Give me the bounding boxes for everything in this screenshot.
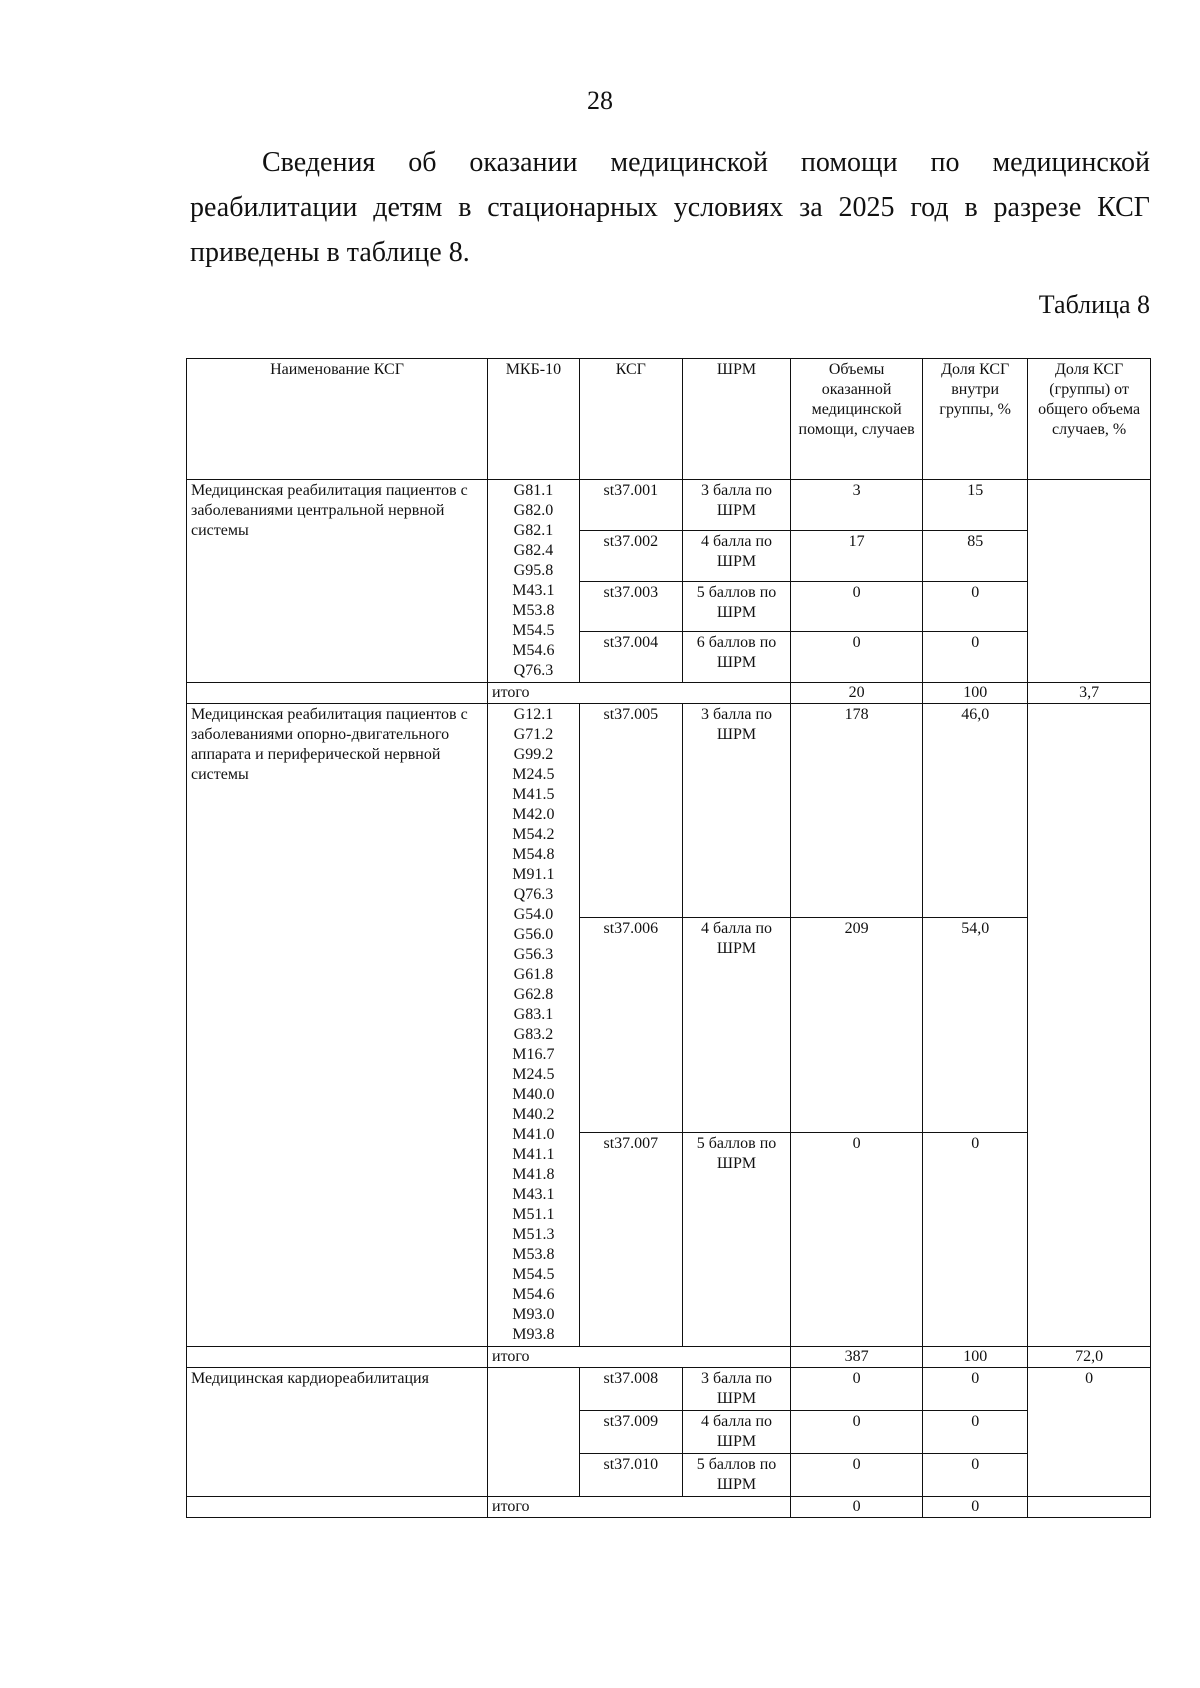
intro-line-1: Сведения об оказании медицинской помощи по медицинской bbox=[262, 147, 1150, 178]
mkb-code: Q76.3 bbox=[513, 662, 554, 679]
share-in-group-value: 0 bbox=[923, 581, 1028, 632]
mkb-code: M53.8 bbox=[512, 1246, 555, 1263]
volume-value: 0 bbox=[791, 1132, 923, 1346]
page-number: 28 bbox=[587, 86, 613, 115]
header-shrm: ШРМ bbox=[682, 359, 790, 480]
total-share: 100 bbox=[923, 683, 1028, 704]
mkb-code: M93.0 bbox=[512, 1306, 555, 1323]
shrm-score: 5 баллов по ШРМ bbox=[682, 1454, 790, 1497]
shrm-score: 4 балла по ШРМ bbox=[682, 530, 790, 581]
volume-value: 0 bbox=[791, 1454, 923, 1497]
share-in-group-value: 46,0 bbox=[923, 704, 1028, 918]
intro-rest: реабилитации детям в стационарных условиях за 2025 год в разрезе КСГ приведены в таблице 8. bbox=[190, 192, 1150, 268]
table-header-row bbox=[187, 359, 1151, 480]
mkb-code: M43.1 bbox=[512, 582, 555, 599]
shrm-score: 4 балла по ШРМ bbox=[682, 1411, 790, 1454]
mkb-code: Q76.3 bbox=[513, 886, 554, 903]
ksg-code: st37.003 bbox=[579, 581, 682, 632]
header-ksg: КСГ bbox=[579, 359, 682, 480]
intro-paragraph bbox=[190, 140, 1150, 275]
total-label: итого bbox=[488, 1347, 791, 1368]
mkb-code: G61.8 bbox=[513, 966, 554, 983]
shrm-score: 6 баллов по ШРМ bbox=[682, 632, 790, 683]
header-name: Наименование КСГ bbox=[187, 359, 488, 480]
mkb-code: G83.1 bbox=[513, 1006, 554, 1023]
group-codes bbox=[488, 704, 580, 1347]
group-name: Медицинская кардиореабилитация bbox=[187, 1368, 488, 1497]
share-in-group-value: 15 bbox=[923, 480, 1028, 531]
shrm-score: 3 балла по ШРМ bbox=[682, 480, 790, 531]
total-share: 0 bbox=[923, 1497, 1028, 1518]
mkb-code: M42.0 bbox=[512, 806, 555, 823]
table-row bbox=[187, 1368, 1151, 1411]
mkb-code: G83.2 bbox=[513, 1026, 554, 1043]
shrm-score: 4 балла по ШРМ bbox=[682, 918, 790, 1132]
header-share-total: Доля КСГ (группы) от общего объема случаев, % bbox=[1028, 359, 1151, 480]
volume-value: 178 bbox=[791, 704, 923, 918]
share-in-group-value: 0 bbox=[923, 632, 1028, 683]
mkb-code: G82.4 bbox=[513, 542, 554, 559]
mkb-code: M41.5 bbox=[512, 786, 555, 803]
volume-value: 0 bbox=[791, 632, 923, 683]
total-volume: 0 bbox=[791, 1497, 923, 1518]
mkb-code: M53.8 bbox=[512, 602, 555, 619]
mkb-code: G56.0 bbox=[513, 926, 554, 943]
total-share-total: 3,7 bbox=[1028, 683, 1151, 704]
table-body bbox=[187, 480, 1151, 1518]
total-row bbox=[187, 683, 1151, 704]
share-in-group-value: 0 bbox=[923, 1132, 1028, 1346]
mkb-code: G82.1 bbox=[513, 522, 554, 539]
table-row bbox=[187, 480, 1151, 531]
total-share-total: 72,0 bbox=[1028, 1347, 1151, 1368]
total-row bbox=[187, 1497, 1151, 1518]
mkb-code: M91.1 bbox=[512, 866, 555, 883]
mkb-code: G82.0 bbox=[513, 502, 554, 519]
header-mkb: МКБ-10 bbox=[488, 359, 580, 480]
volume-value: 0 bbox=[791, 1368, 923, 1411]
share-in-group-value: 0 bbox=[923, 1411, 1028, 1454]
share-in-group-value: 0 bbox=[923, 1454, 1028, 1497]
mkb-code: G99.2 bbox=[513, 746, 554, 763]
total-row bbox=[187, 1347, 1151, 1368]
shrm-score: 5 баллов по ШРМ bbox=[682, 1132, 790, 1346]
ksg-code: st37.001 bbox=[579, 480, 682, 531]
mkb-code: M24.5 bbox=[512, 766, 555, 783]
mkb-code: M41.8 bbox=[512, 1166, 555, 1183]
ksg-code: st37.010 bbox=[579, 1454, 682, 1497]
mkb-code: M54.8 bbox=[512, 846, 555, 863]
total-volume: 20 bbox=[791, 683, 923, 704]
total-blank bbox=[187, 683, 488, 704]
mkb-code: G56.3 bbox=[513, 946, 554, 963]
ksg-code: st37.006 bbox=[579, 918, 682, 1132]
total-volume: 387 bbox=[791, 1347, 923, 1368]
share-in-group-value: 0 bbox=[923, 1368, 1028, 1411]
group-name: Медицинская реабилитация пациентов с заболеваниями центральной нервной системы bbox=[187, 480, 488, 683]
ksg-code: st37.005 bbox=[579, 704, 682, 918]
mkb-code: G12.1 bbox=[513, 706, 554, 723]
group-codes bbox=[488, 480, 580, 683]
total-blank bbox=[187, 1497, 488, 1518]
ksg-code: st37.009 bbox=[579, 1411, 682, 1454]
mkb-code: M54.6 bbox=[512, 642, 555, 659]
mkb-code: M41.0 bbox=[512, 1126, 555, 1143]
shrm-score: 5 баллов по ШРМ bbox=[682, 581, 790, 632]
mkb-code: G62.8 bbox=[513, 986, 554, 1003]
total-share: 100 bbox=[923, 1347, 1028, 1368]
total-label: итого bbox=[488, 683, 791, 704]
volume-value: 3 bbox=[791, 480, 923, 531]
shrm-score: 3 балла по ШРМ bbox=[682, 1368, 790, 1411]
mkb-code: M40.2 bbox=[512, 1106, 555, 1123]
mkb-code: M93.8 bbox=[512, 1326, 555, 1343]
mkb-code: G81.1 bbox=[513, 482, 554, 499]
mkb-code: M24.5 bbox=[512, 1066, 555, 1083]
table-row bbox=[187, 704, 1151, 918]
share-total-cell bbox=[1028, 480, 1151, 683]
group-codes bbox=[488, 1368, 580, 1497]
table-caption: Таблица 8 bbox=[1038, 290, 1150, 319]
mkb-code: M43.1 bbox=[512, 1186, 555, 1203]
ksg-code: st37.004 bbox=[579, 632, 682, 683]
mkb-code: G95.8 bbox=[513, 562, 554, 579]
share-in-group-value: 54,0 bbox=[923, 918, 1028, 1132]
mkb-code: G71.2 bbox=[513, 726, 554, 743]
mkb-code: M41.1 bbox=[512, 1146, 555, 1163]
share-total-cell: 0 bbox=[1028, 1368, 1151, 1497]
mkb-code: M54.2 bbox=[512, 826, 555, 843]
total-label: итого bbox=[488, 1497, 791, 1518]
mkb-code: M51.1 bbox=[512, 1206, 555, 1223]
header-volume: Объемы оказанной медицинской помощи, случаев bbox=[791, 359, 923, 480]
header-share-in-group: Доля КСГ внутри группы, % bbox=[923, 359, 1028, 480]
total-share-total bbox=[1028, 1497, 1151, 1518]
mkb-code: M54.5 bbox=[512, 1266, 555, 1283]
shrm-score: 3 балла по ШРМ bbox=[682, 704, 790, 918]
ksg-code: st37.007 bbox=[579, 1132, 682, 1346]
mkb-code: M54.5 bbox=[512, 622, 555, 639]
ksg-code: st37.002 bbox=[579, 530, 682, 581]
mkb-code: M16.7 bbox=[512, 1046, 555, 1063]
mkb-code: M51.3 bbox=[512, 1226, 555, 1243]
mkb-code: M54.6 bbox=[512, 1286, 555, 1303]
ksg-code: st37.008 bbox=[579, 1368, 682, 1411]
share-total-cell bbox=[1028, 704, 1151, 1347]
mkb-code: M40.0 bbox=[512, 1086, 555, 1103]
volume-value: 209 bbox=[791, 918, 923, 1132]
ksg-table bbox=[186, 358, 1151, 1518]
mkb-code: G54.0 bbox=[513, 906, 554, 923]
share-in-group-value: 85 bbox=[923, 530, 1028, 581]
volume-value: 0 bbox=[791, 581, 923, 632]
total-blank bbox=[187, 1347, 488, 1368]
volume-value: 17 bbox=[791, 530, 923, 581]
group-name: Медицинская реабилитация пациентов с заболеваниями опорно-двигательного аппарата и периферической нервной системы bbox=[187, 704, 488, 1347]
volume-value: 0 bbox=[791, 1411, 923, 1454]
